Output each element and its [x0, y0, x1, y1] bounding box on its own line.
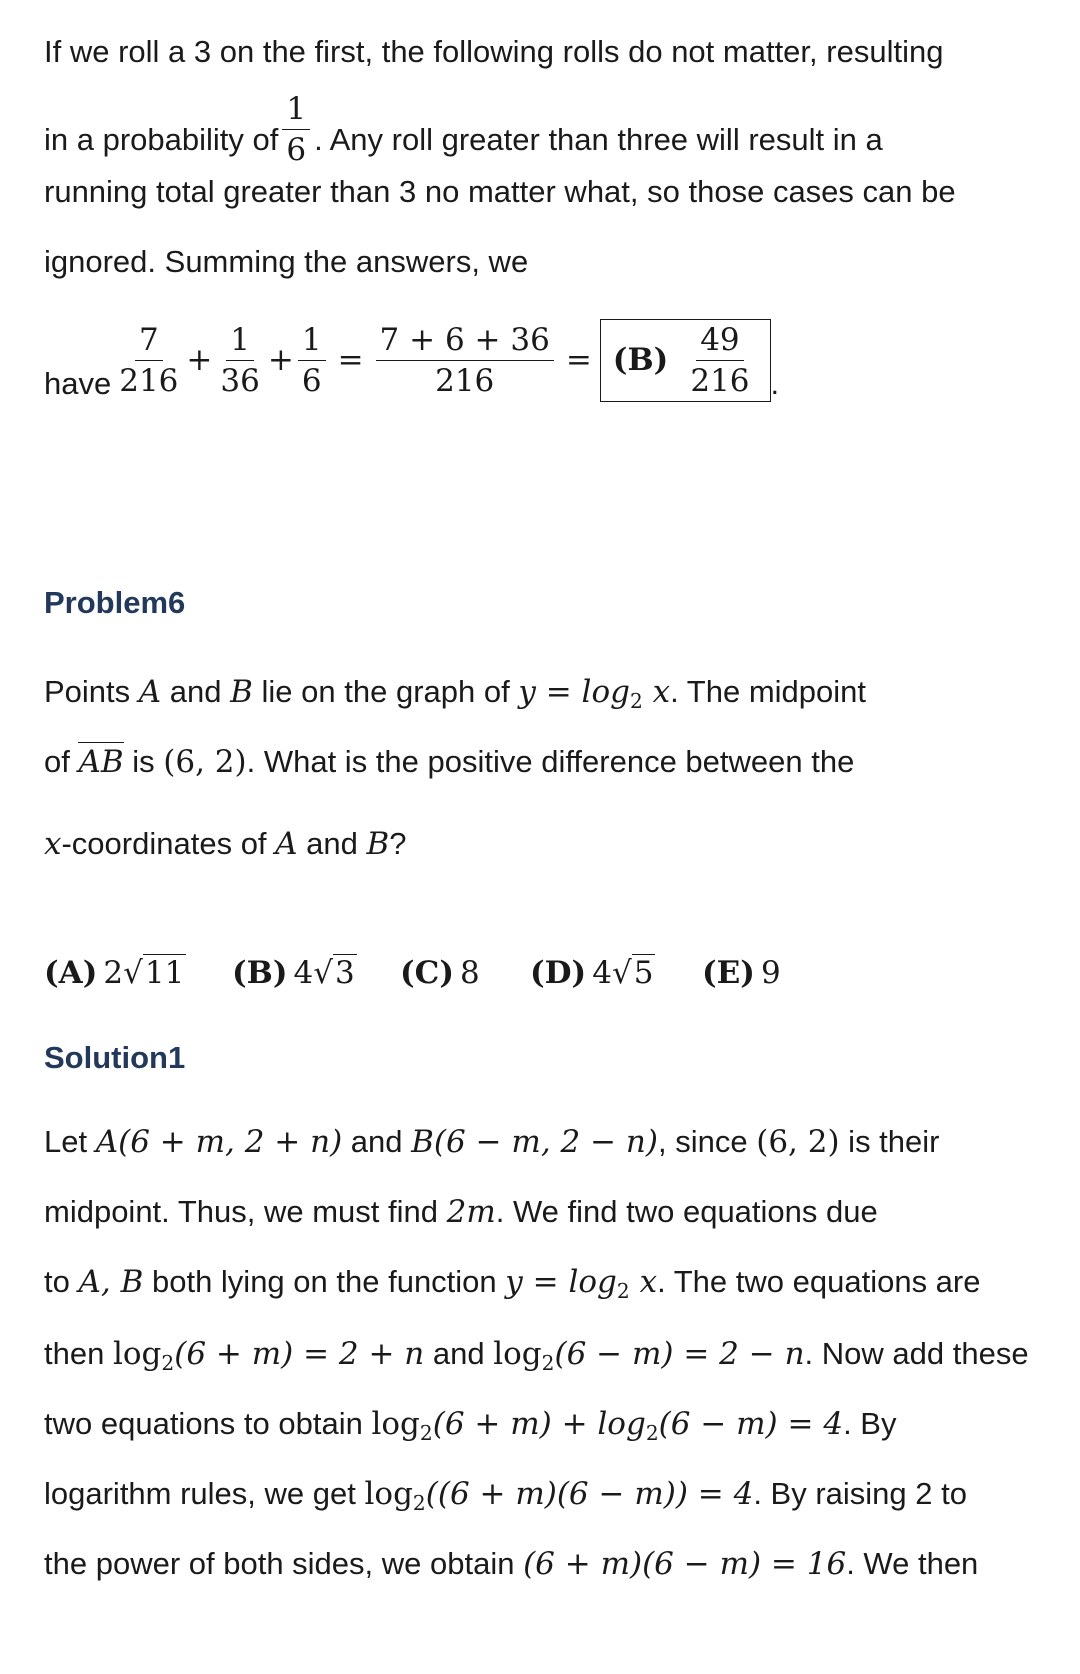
fraction-numerator: 7	[135, 324, 163, 361]
choice-coef: 2	[103, 955, 124, 991]
math-point-b: B(6 − m, 2 − n)	[411, 1124, 658, 1160]
solution-line-2	[44, 1192, 1040, 1232]
fraction-numerator: 49	[696, 324, 743, 361]
math-log: log	[364, 1476, 413, 1512]
choice-a	[44, 955, 186, 991]
intro-line-2	[44, 90, 1040, 168]
answer-label: (B)	[612, 342, 669, 378]
math-var-b: B	[366, 826, 390, 862]
solution-text: and	[342, 1124, 412, 1159]
choice-radicand: 11	[144, 955, 185, 991]
have-text: have	[44, 366, 112, 401]
solution-text: . We find two equations due	[495, 1194, 878, 1229]
equals-sign: =	[337, 342, 364, 378]
solution-text: . By	[843, 1406, 897, 1441]
choice-radicand: 3	[335, 955, 355, 991]
choice-coef: 4	[293, 955, 314, 991]
math-product: (6 + m)(6 − m) = 16	[523, 1546, 847, 1582]
solution-text: to	[44, 1264, 79, 1299]
problem-text: of	[44, 744, 79, 779]
problem-text: . The midpoint	[670, 674, 866, 709]
fraction-one-sixth	[282, 93, 310, 166]
math-subscript: 2	[419, 1421, 433, 1446]
choice-c	[400, 955, 480, 991]
intro-line-1	[44, 32, 1040, 72]
math-var-a: A	[138, 674, 162, 710]
sqrt-icon: √	[611, 955, 632, 991]
choice-value: 8	[460, 955, 480, 991]
solution-text: . Now add these	[804, 1336, 1029, 1371]
fraction-denominator: 216	[119, 362, 179, 399]
solution-text: . We then	[846, 1546, 979, 1581]
choice-label: (E)	[702, 955, 755, 991]
math-subscript: 2	[645, 1421, 659, 1446]
solution-heading: Solution1	[44, 1040, 186, 1075]
solution-text: is their	[839, 1124, 940, 1159]
math-log: log	[493, 1336, 542, 1372]
fraction-49-216	[686, 321, 753, 399]
intro-text-3: . Any roll greater than three will result in a	[314, 122, 883, 157]
problem-line-2	[44, 742, 1040, 782]
problem-text: Points	[44, 674, 139, 709]
math-subscript: 2	[412, 1491, 426, 1516]
intro-text-2: in a probability of	[44, 122, 279, 157]
sqrt-icon: √	[313, 955, 334, 991]
math-equation-1: (6 + m) = 2 + n	[174, 1336, 425, 1372]
math-points: A, B	[78, 1264, 144, 1300]
math-subscript: 2	[541, 1351, 555, 1376]
solution-text: , since	[658, 1124, 757, 1159]
plus-sign: +	[267, 342, 294, 378]
fraction-denominator: 36	[220, 362, 260, 399]
solution-text: . By raising 2 to	[753, 1476, 967, 1511]
intro-line-3	[44, 172, 1040, 212]
math-log: log	[112, 1336, 162, 1372]
math-product-log: ((6 + m)(6 − m)) = 4	[425, 1476, 754, 1512]
solution-text: then	[44, 1336, 113, 1371]
intro-line-4	[44, 242, 1040, 282]
intro-text-1: If we roll a 3 on the first, the following rolls do not matter, resulting	[44, 34, 944, 69]
fraction-numerator: 1	[286, 91, 307, 127]
boxed-answer	[600, 319, 771, 402]
problem-text: lie on the graph of	[252, 674, 519, 709]
math-var-x: x	[642, 674, 671, 710]
equals-sign: =	[565, 342, 592, 378]
problem-text: . What is the positive difference between the	[246, 744, 855, 779]
fraction-1-6	[298, 321, 326, 399]
math-point-a: A(6 + m, 2 + n)	[95, 1124, 343, 1160]
math-log-equation: y = log	[505, 1264, 617, 1300]
fraction-denominator: 216	[435, 362, 495, 399]
fraction-7-216	[115, 321, 182, 399]
choice-coef: 4	[592, 955, 612, 991]
fraction-numerator: 7 + 6 + 36	[376, 324, 554, 361]
math-log-equation: y = log	[518, 674, 630, 710]
math-sum-result: (6 − m) = 4	[658, 1406, 844, 1442]
plus-sign: +	[186, 342, 213, 378]
solution-line-3	[44, 1262, 1040, 1311]
math-log: log	[371, 1406, 420, 1442]
choice-value: 9	[760, 955, 781, 991]
math-equation-2: (6 − m) = 2 − n	[554, 1336, 805, 1372]
solution-text: two equations to obtain	[44, 1406, 372, 1441]
choice-label: (D)	[530, 955, 587, 991]
fraction-sum	[376, 321, 554, 399]
math-2m: 2m	[446, 1194, 496, 1230]
solution-line-4	[44, 1334, 1040, 1383]
fraction-denominator: 6	[301, 362, 322, 399]
math-subscript: 2	[616, 1279, 630, 1304]
math-sum-logs: (6 + m) + log	[432, 1406, 646, 1442]
fraction-numerator: 1	[226, 324, 254, 361]
problem-line-3	[44, 824, 1040, 864]
problem-text: is	[123, 744, 164, 779]
solution-text: and	[424, 1336, 494, 1371]
solution-line-6	[44, 1474, 1040, 1523]
math-segment-ab: AB	[78, 744, 124, 780]
summation-equation	[44, 310, 1040, 410]
fraction-denominator: 216	[690, 362, 750, 399]
choice-radicand: 5	[633, 955, 654, 991]
solution-text: logarithm rules, we get	[44, 1476, 365, 1511]
fraction-numerator: 1	[298, 324, 326, 361]
problem-text: and	[161, 674, 231, 709]
math-var-x: x	[44, 826, 62, 862]
intro-text-4: running total greater than 3 no matter what, so those cases can be	[44, 174, 956, 209]
math-subscript: 2	[161, 1351, 175, 1376]
problem-text: and	[297, 826, 367, 861]
solution-text: Let	[44, 1124, 96, 1159]
problem-text: -coordinates of	[61, 826, 276, 861]
fraction-1-36	[216, 321, 263, 399]
solution-line-5	[44, 1404, 1040, 1453]
math-var-x: x	[629, 1264, 658, 1300]
math-var-b: B	[230, 674, 253, 710]
choice-label: (B)	[232, 955, 288, 991]
math-point: (6, 2)	[756, 1124, 840, 1160]
period: .	[770, 366, 780, 401]
math-point: (6, 2)	[163, 744, 247, 780]
solution-text: midpoint. Thus, we must find	[44, 1194, 447, 1229]
problem-text: ?	[389, 826, 407, 861]
problem-heading: Problem6	[44, 585, 186, 620]
math-var-a: A	[275, 826, 298, 862]
fraction-denominator: 6	[282, 129, 310, 166]
intro-text-5: ignored. Summing the answers, we	[44, 244, 529, 279]
solution-text: the power of both sides, we obtain	[44, 1546, 524, 1581]
choice-b	[232, 955, 357, 991]
math-subscript: 2	[629, 689, 643, 714]
choice-label: (A)	[44, 955, 98, 991]
solution-line-1	[44, 1122, 1040, 1162]
choice-d	[530, 955, 655, 991]
solution-line-7	[44, 1544, 1040, 1584]
choice-e	[702, 955, 781, 991]
choice-label: (C)	[400, 955, 455, 991]
sqrt-icon: √	[123, 955, 143, 991]
solution-text: . The two equations are	[657, 1264, 981, 1299]
problem-line-1	[44, 672, 1040, 721]
solution-text: both lying on the function	[143, 1264, 506, 1299]
